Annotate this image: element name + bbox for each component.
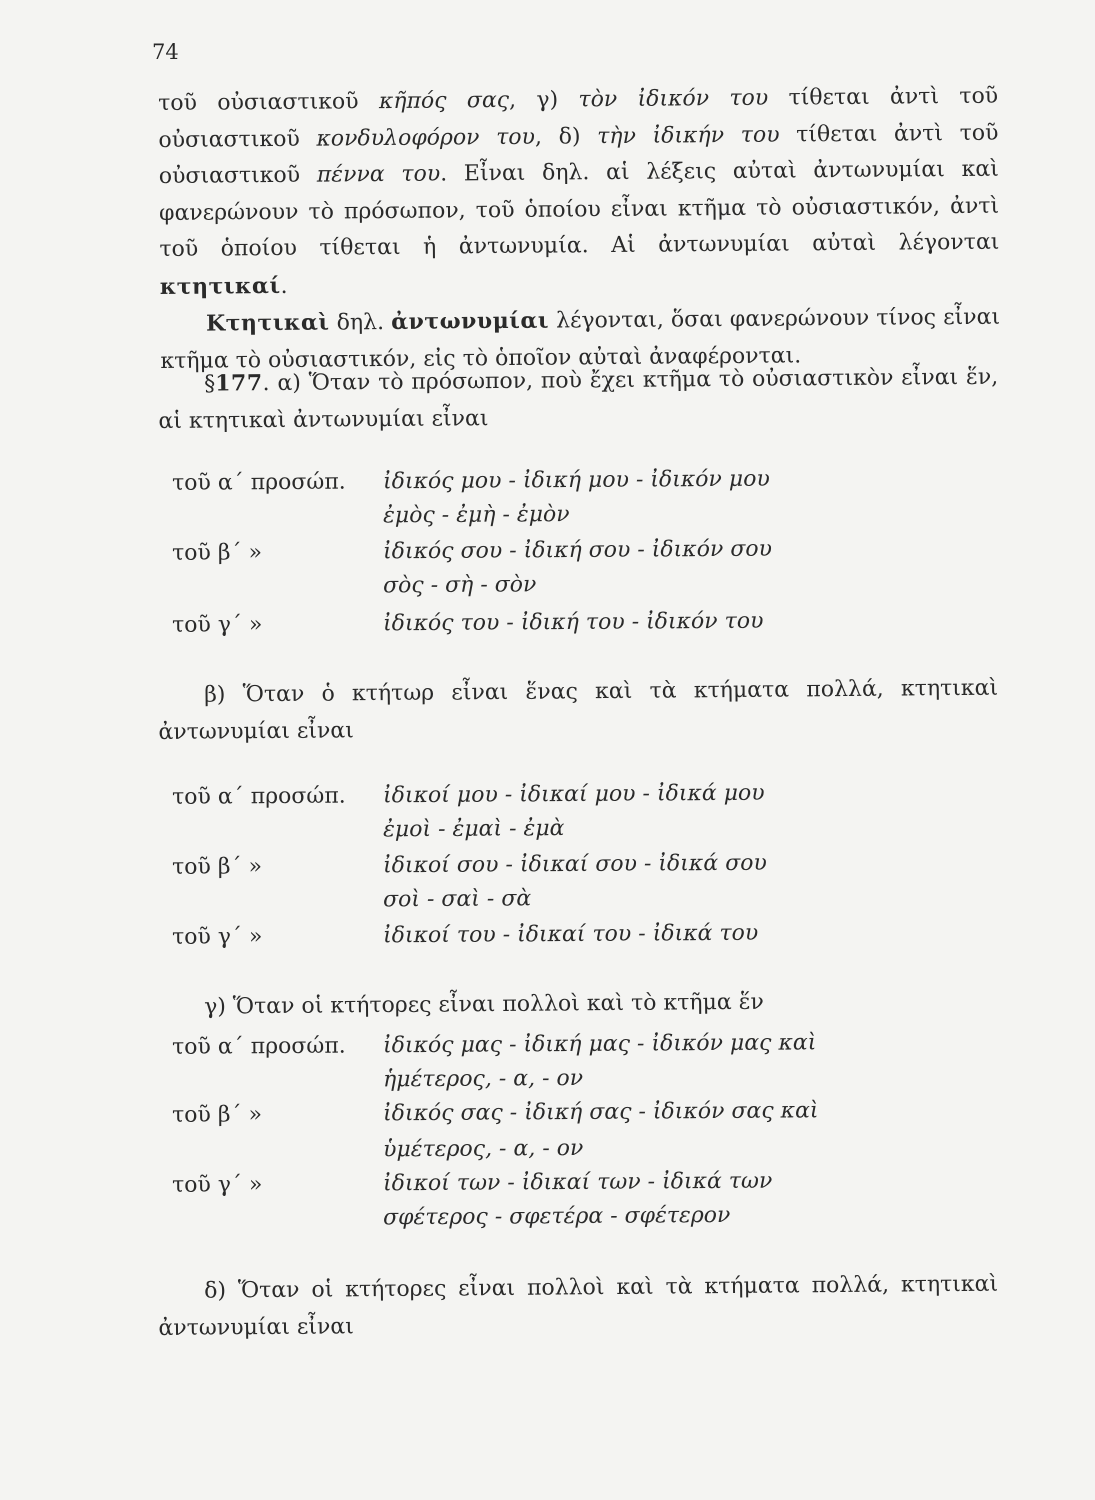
definition-term-2: ἀντωνυμίαι	[391, 307, 550, 335]
page-number: 74	[152, 40, 179, 64]
intro-paragraph	[158, 79, 1001, 380]
section-number: 177	[215, 370, 263, 397]
beta-intro	[158, 671, 999, 751]
gamma-intro	[158, 983, 998, 1027]
section-text: . α) Ὅταν τὸ πρόσωπον, ποὺ ἔχει κτῆμα τὸ οὐσιαστικὸν εἶναι ἕν, αἱ κτητικαὶ ἀντωνυμίαι εἶναι	[158, 364, 999, 434]
pronoun-forms: ὑμέτερος, - α, - ον	[382, 1135, 584, 1163]
pronoun-forms: ἰδικοί του - ἰδικαί του - ἰδικά του	[382, 920, 759, 949]
intro-text-2: , γ)	[508, 87, 579, 113]
pronoun-forms: ἰδικός σου - ἰδική σου - ἰδικόν σου	[382, 536, 773, 565]
person-label: τοῦ γ΄ »	[171, 612, 263, 638]
pronoun-forms: σὸς - σὴ - σὸν	[382, 572, 537, 599]
intro-example-1: κῆπός σας	[378, 87, 510, 115]
pronoun-forms: ἰδικός μας - ἰδική μας - ἰδικόν μας καὶ	[382, 1030, 817, 1059]
pronoun-forms: ἰδικοί μου - ἰδικαί μου - ἰδικά μου	[382, 780, 765, 809]
pronoun-forms: ἐμοὶ - ἐμαὶ - ἐμὰ	[382, 816, 565, 843]
beta-intro-text: β) Ὅταν ὁ κτήτωρ εἶναι ἕνας καὶ τὰ κτήματα πολλά, κτητικαὶ ἀντωνυμίαι εἶναι	[158, 675, 999, 745]
intro-example-5: πέννα του	[316, 161, 441, 188]
intro-text-6: . Εἶναι δηλ. αἱ λέξεις αὐταὶ ἀντωνυμίαι καὶ φανερώνουν τὸ πρόσωπον, τοῦ ὁποίου εἶναι κτῆμα τὸ οὐσιαστικόν, ἀντὶ τοῦ ὁποίου τίθεται ἡ ἀντωνυμία. Αἱ ἀντωνυμίαι αὐταὶ λέγονται	[158, 156, 1000, 262]
definition-term-1: Κτητικαὶ	[205, 309, 330, 337]
intro-example-4: τὴν ἰδικήν του	[597, 122, 780, 149]
pronoun-forms: σφέτερος - σφετέρα - σφέτερον	[382, 1202, 731, 1231]
pronoun-forms: ἐμὸς - ἐμὴ - ἐμὸν	[382, 502, 570, 529]
person-label: τοῦ α΄ προσώπ.	[171, 783, 346, 810]
pronoun-forms: σοὶ - σαὶ - σὰ	[382, 886, 532, 913]
intro-text-7: .	[280, 273, 288, 299]
intro-example-3: κονδυλοφόρον του	[316, 124, 536, 152]
intro-example-2: τὸν ἰδικόν του	[578, 85, 769, 113]
person-label: τοῦ γ΄ »	[171, 1172, 263, 1198]
delta-intro	[158, 1267, 999, 1347]
section-177	[158, 359, 999, 440]
definition-text-2: λέγονται, ὅσαι φανερώνουν τίνος εἶναι κτῆμα τὸ οὐσιαστικόν, εἰς τὸ ὁποῖον αὐταὶ ἀναφέρονται.	[160, 304, 1001, 374]
person-label: τοῦ γ΄ »	[171, 924, 263, 950]
pronoun-forms: ἰδικός μου - ἰδική μου - ἰδικόν μου	[382, 466, 770, 495]
intro-text-1: τοῦ οὐσιαστικοῦ	[158, 89, 380, 116]
pronoun-forms: ἰδικός σας - ἰδική σας - ἰδικόν σας καὶ	[382, 1098, 819, 1127]
section-mark: §	[204, 371, 216, 397]
pronoun-forms: ἰδικός του - ἰδική του - ἰδικόν του	[382, 608, 764, 637]
person-label: τοῦ β΄ »	[171, 854, 263, 880]
intro-text-4: , δ)	[534, 123, 598, 150]
intro-text-3: τίθεται ἀντὶ τοῦ οὐσιαστικοῦ	[158, 83, 999, 153]
definition-text-1: δηλ.	[329, 309, 392, 336]
person-label: τοῦ α΄ προσώπ.	[171, 1033, 346, 1060]
delta-intro-text: δ) Ὅταν οἱ κτήτορες εἶναι πολλοὶ καὶ τὰ κτήματα πολλά, κτητικαὶ ἀντωνυμίαι εἶναι	[158, 1271, 999, 1341]
pronoun-forms: ἰδικοί σου - ἰδικαί σου - ἰδικά σου	[382, 850, 767, 879]
pronoun-forms: ἡμέτερος, - α, - ον	[382, 1065, 584, 1093]
gamma-intro-text: γ) Ὅταν οἱ κτήτορες εἶναι πολλοὶ καὶ τὸ κτῆμα ἕν	[204, 989, 764, 1020]
person-label: τοῦ α΄ προσώπ.	[171, 469, 346, 496]
person-label: τοῦ β΄ »	[171, 540, 263, 566]
pronoun-forms: ἰδικοί των - ἰδικαί των - ἰδικά των	[382, 1168, 773, 1197]
term-ktetikai: κτητικαί	[159, 272, 281, 300]
intro-text-5: τίθεται ἀντὶ τοῦ οὐσιαστικοῦ	[158, 120, 999, 189]
person-label: τοῦ β΄ »	[171, 1102, 263, 1128]
